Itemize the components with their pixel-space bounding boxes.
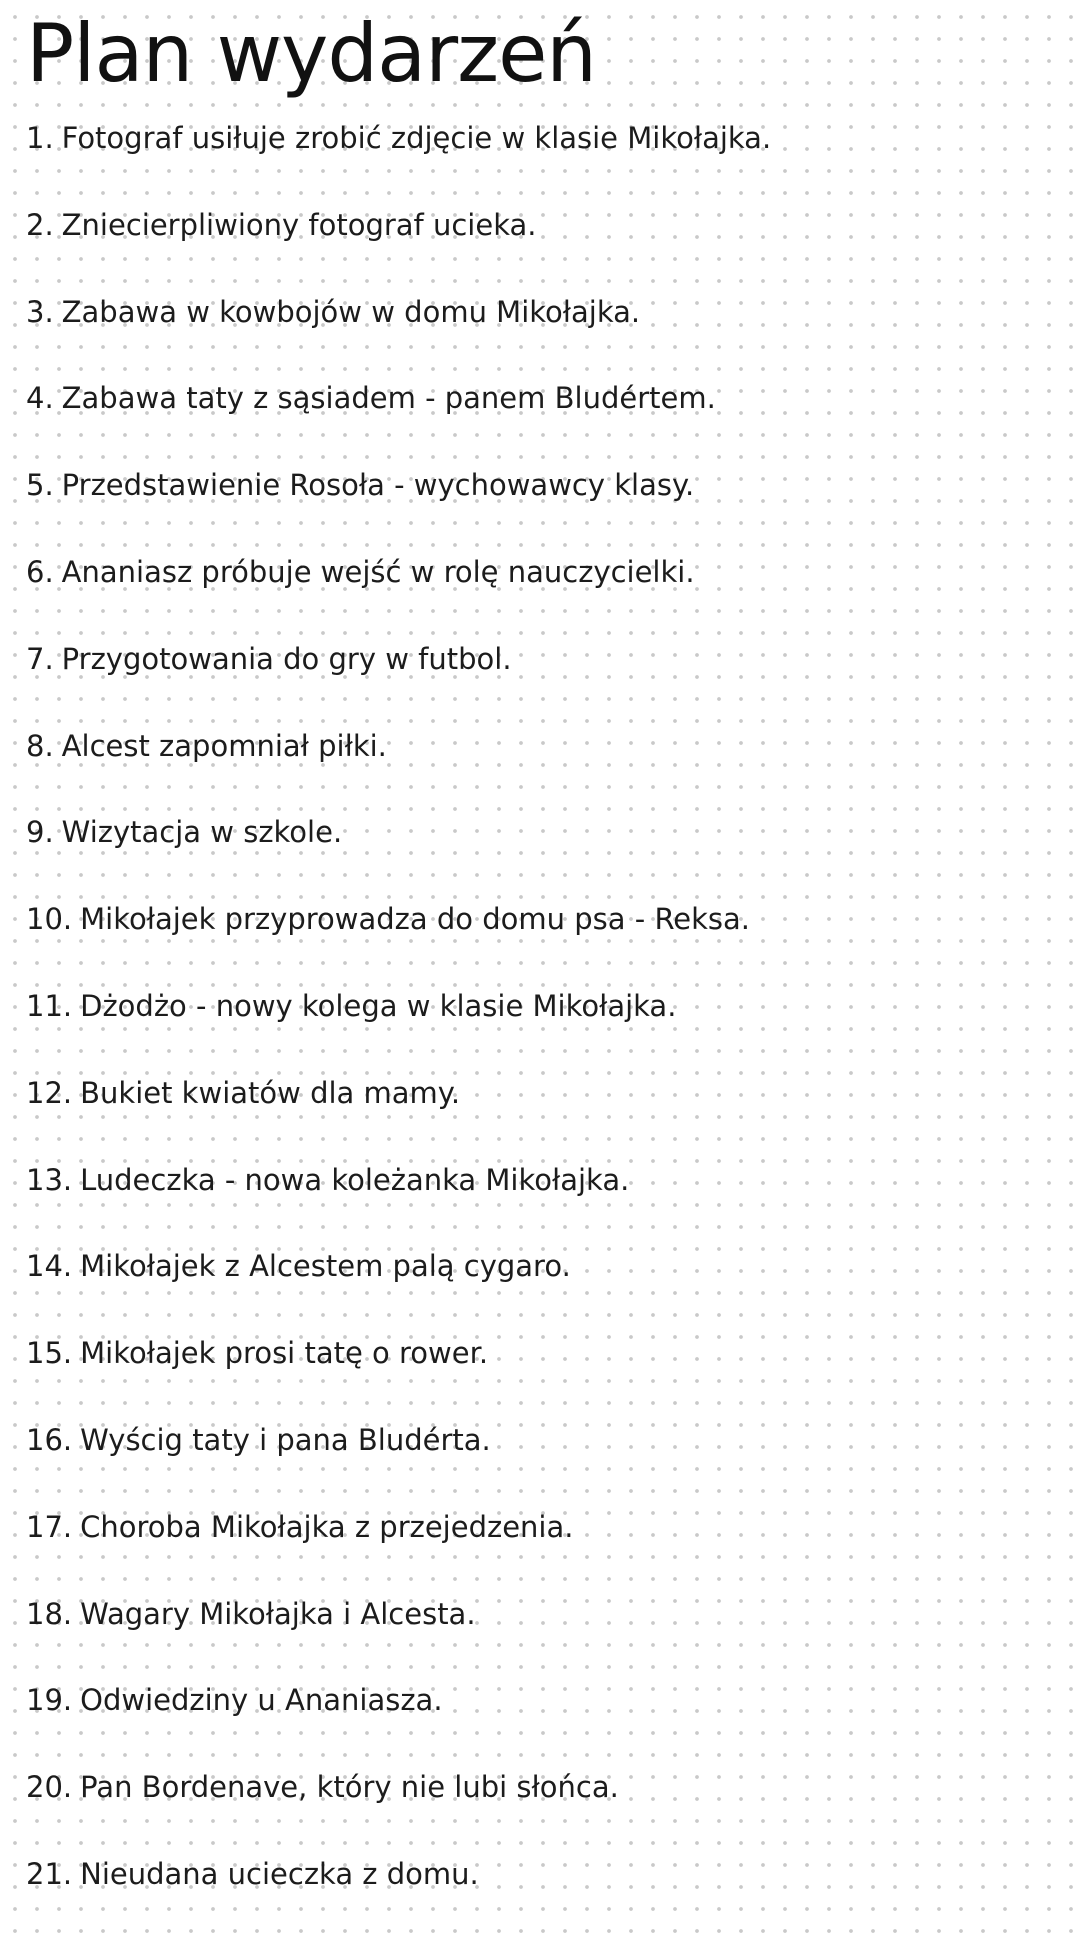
list-item (26, 205, 1046, 292)
item-text: Alcest zapomniał piłki. (61, 728, 387, 763)
item-text: Przedstawienie Rosoła - wychowawcy klasy. (61, 468, 695, 503)
item-text: Dżodżo - nowy kolega w klasie Mikołajka. (80, 988, 677, 1023)
list-item (26, 118, 1046, 205)
item-number: 7. (26, 641, 54, 676)
list-item (26, 899, 1046, 986)
item-number: 9. (26, 815, 54, 850)
item-number: 3. (26, 294, 54, 329)
item-text: Fotograf usiłuje zrobić zdjęcie w klasie Mikołajka. (61, 121, 772, 155)
list-item (26, 726, 1046, 813)
list-item (26, 986, 1046, 1073)
list-item (26, 812, 1046, 899)
item-text: Odwiedziny u Ananiasza. (80, 1683, 443, 1718)
item-text: Mikołajek z Alcestem palą cygaro. (80, 1249, 571, 1284)
item-number: 12. (26, 1075, 73, 1110)
list-item (26, 1767, 1046, 1854)
item-number: 13. (26, 1162, 73, 1197)
list-item (26, 1680, 1046, 1767)
item-text: Wyścig taty i pana Bludérta. (80, 1422, 491, 1457)
list-item (26, 1160, 1046, 1247)
item-number: 19. (26, 1683, 73, 1718)
item-number: 11. (26, 988, 73, 1023)
item-number: 8. (26, 728, 54, 763)
item-number: 18. (26, 1596, 73, 1631)
item-text: Wagary Mikołajka i Alcesta. (80, 1596, 476, 1631)
list-item (26, 1594, 1046, 1681)
item-number: 17. (26, 1509, 73, 1544)
list-item (26, 1333, 1046, 1420)
item-text: Ludeczka - nowa koleżanka Mikołajka. (80, 1162, 630, 1197)
item-text: Mikołajek przyprowadza do domu psa - Reksa. (80, 902, 751, 937)
item-number: 6. (26, 554, 54, 589)
item-text: Zniecierpliwiony fotograf ucieka. (61, 207, 537, 242)
item-text: Choroba Mikołajka z przejedzenia. (80, 1509, 574, 1544)
list-item (26, 292, 1046, 379)
list-item (26, 552, 1046, 639)
item-number: 2. (26, 207, 54, 242)
item-number: 15. (26, 1336, 73, 1371)
list-item (26, 1507, 1046, 1594)
list-item (26, 639, 1046, 726)
item-text: Zabawa w kowbojów w domu Mikołajka. (61, 294, 641, 329)
list-item (26, 1073, 1046, 1160)
item-number: 4. (26, 381, 54, 416)
item-text: Przygotowania do gry w futbol. (61, 641, 512, 676)
item-text: Ananiasz próbuje wejść w rolę nauczycielki. (61, 554, 695, 589)
list-item (26, 1420, 1046, 1507)
item-number: 16. (26, 1422, 73, 1457)
item-number: 5. (26, 468, 54, 503)
item-number: 1. (26, 121, 54, 155)
list-item (26, 378, 1046, 465)
item-number: 10. (26, 902, 73, 937)
item-text: Bukiet kwiatów dla mamy. (80, 1075, 461, 1110)
item-number: 20. (26, 1770, 73, 1805)
page-title: Plan wydarzeń (26, 7, 597, 100)
item-text: Wizytacja w szkole. (61, 815, 343, 850)
item-text: Mikołajek prosi tatę o rower. (80, 1336, 489, 1371)
item-text: Pan Bordenave, który nie lubi słońca. (80, 1770, 619, 1805)
item-text: Zabawa taty z sąsiadem - panem Bludértem. (61, 381, 716, 416)
item-text: Nieudana ucieczka z domu. (80, 1856, 479, 1891)
item-number: 14. (26, 1249, 73, 1284)
event-list (26, 118, 1046, 1941)
list-item (26, 1246, 1046, 1333)
item-number: 21. (26, 1856, 73, 1891)
list-item (26, 1854, 1046, 1941)
list-item (26, 465, 1046, 552)
